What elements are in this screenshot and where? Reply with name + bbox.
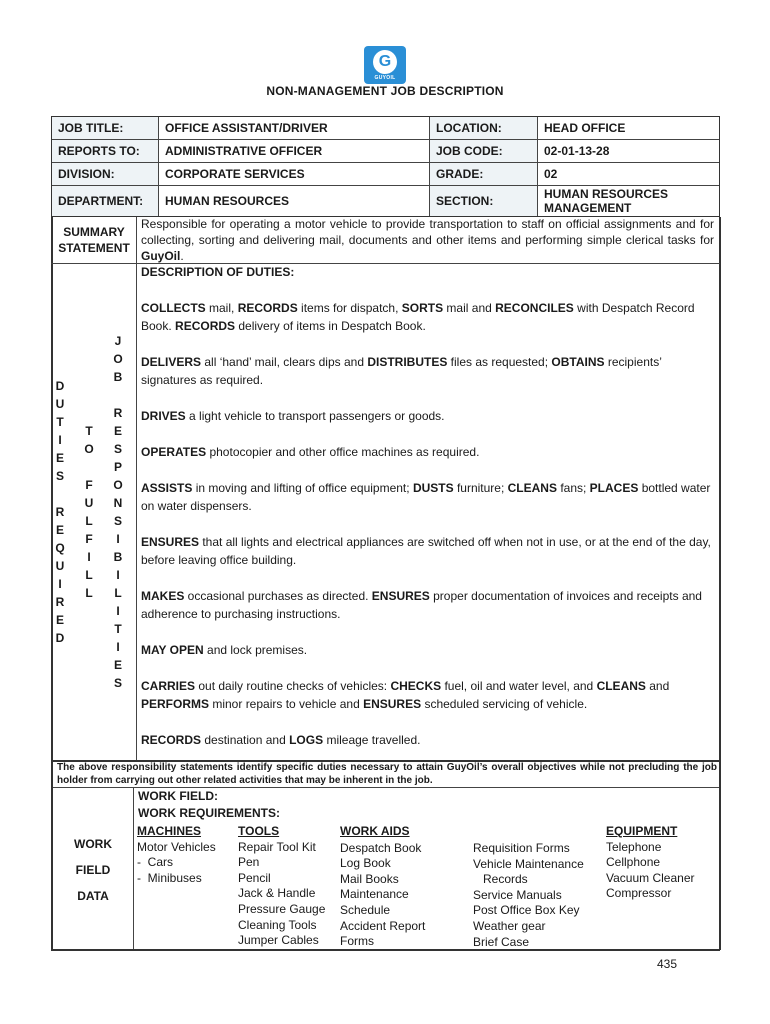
duty-text: mail and	[443, 301, 496, 315]
duty-text: in moving and lifting of office equipment;	[192, 481, 413, 495]
reports-to-value: ADMINISTRATIVE OFFICER	[159, 140, 430, 163]
work-field-heading: WORK FIELD:	[138, 789, 218, 803]
summary-label-2: STATEMENT	[58, 241, 130, 255]
duty-verb: RECORDS	[141, 733, 202, 747]
division-label: DIVISION:	[52, 163, 159, 186]
department-value: HUMAN RESOURCES	[159, 186, 430, 216]
duty-verb: MAKES	[141, 589, 185, 603]
list-item: Motor Vehicles	[137, 839, 216, 854]
list-item: Jumper Cables	[238, 933, 319, 948]
duty-verb: MAY OPEN	[141, 643, 204, 657]
duty-verb: PERFORMS	[141, 697, 210, 711]
duty-text: that all lights and electrical appliances are switched off when not in use, or at the end of the day, before leaving office building.	[141, 535, 711, 567]
list-item: Compressor	[606, 886, 672, 901]
duty-verb: DISTRIBUTES	[367, 355, 448, 369]
duty-verb: CHECKS	[390, 679, 442, 693]
section-label: SECTION:	[430, 186, 538, 216]
summary-label-1: SUMMARY	[63, 225, 125, 239]
duty-text: and lock premises.	[203, 643, 308, 657]
logo-brand: GUYOIL	[374, 74, 396, 81]
duty-text: files as requested;	[447, 355, 552, 369]
duty-text: furniture;	[453, 481, 508, 495]
grade-value: 02	[538, 163, 719, 186]
duty-verb: ENSURES	[363, 697, 422, 711]
duty-item	[141, 479, 716, 515]
duty-text: recipients’ signatures as required.	[141, 355, 662, 387]
job-title-value: OFFICE ASSISTANT/DRIVER	[159, 117, 430, 140]
duty-verb: CLEANS	[507, 481, 557, 495]
summary-text: Responsible for operating a motor vehicle to provide transportation to staff on official assignments and for collecting, sorting and delivering mail, documents and other items and performing simple clerical tasks for	[141, 217, 714, 247]
wf-frame-right	[719, 760, 721, 950]
duty-verb: ENSURES	[371, 589, 430, 603]
duty-text: scheduled servicing of vehicle.	[421, 697, 588, 711]
duty-verb: OPERATES	[141, 445, 207, 459]
reports-to-label: REPORTS TO:	[52, 140, 159, 163]
duty-text: mail,	[205, 301, 238, 315]
responsibility-note: The above responsibility statements identify specific duties necessary to attain GuyOil’s overall objectives while not precluding the job holder from carrying out other related activities that may be inherent in the job.	[57, 762, 717, 786]
duty-item	[141, 353, 716, 389]
tools-heading: TOOLS	[238, 824, 280, 838]
list-item: - Minibuses	[137, 870, 202, 885]
duty-verb: COLLECTS	[141, 301, 206, 315]
duty-item	[141, 299, 716, 335]
duty-text: proper documentation of invoices and receipts and adherence to purchasing instructions.	[141, 589, 702, 621]
duty-verb: OBTAINS	[551, 355, 605, 369]
list-item: Repair Tool Kit	[238, 839, 316, 854]
duty-verb: RECONCILES	[495, 301, 574, 315]
duty-text: and	[645, 679, 670, 693]
vertical-to-fulfill: T O F U L F I L L	[84, 424, 94, 600]
duty-verb: DELIVERS	[141, 355, 202, 369]
frame-right	[719, 217, 721, 760]
duty-text: delivery of items in Despatch Book.	[235, 319, 426, 333]
logo-mark: G	[373, 50, 397, 74]
column-divider	[136, 217, 137, 760]
duty-text: a light vehicle to transport passengers or goods.	[185, 409, 445, 423]
duty-text: destination and	[201, 733, 290, 747]
job-info-table	[51, 116, 720, 217]
list-item: Telephone	[606, 839, 662, 854]
list-item: Vehicle Maintenance	[473, 856, 584, 871]
list-item: Requisition Forms	[473, 841, 570, 855]
duty-text: items for dispatch,	[297, 301, 402, 315]
duty-text: fuel, oil and water level, and	[441, 679, 597, 693]
summary-end: .	[180, 249, 184, 263]
equipment-heading: EQUIPMENT	[606, 824, 678, 838]
work-aids-column	[340, 824, 425, 950]
duty-verb: CLEANS	[596, 679, 646, 693]
list-item: Post Office Box Key	[473, 903, 580, 918]
list-item: Pencil	[238, 870, 271, 885]
wf-label-1: WORK	[74, 837, 112, 851]
duty-text: mileage travelled.	[323, 733, 421, 747]
list-item: Accident Report	[340, 918, 426, 933]
duty-verb: PLACES	[589, 481, 639, 495]
equipment-list	[606, 840, 695, 902]
duty-text: out daily routine checks of vehicles:	[195, 679, 391, 693]
duty-item	[141, 587, 716, 623]
work-aids-heading: WORK AIDS	[340, 824, 410, 838]
duties-heading: DESCRIPTION OF DUTIES:	[141, 265, 295, 279]
machines-list	[137, 840, 216, 887]
duty-verb: RECORDS	[175, 319, 236, 333]
duty-text: bottled water on water dispensers.	[141, 481, 711, 513]
list-item: Pressure Gauge	[238, 901, 326, 916]
note-divider	[51, 787, 720, 788]
duty-item	[141, 533, 716, 569]
equipment-column	[606, 824, 695, 902]
summary-label	[51, 217, 136, 263]
list-item: Mail Books	[340, 871, 399, 886]
location-label: LOCATION:	[430, 117, 538, 140]
duty-verb: RECORDS	[237, 301, 298, 315]
work-field-data-label	[60, 831, 126, 909]
work-aids-list-1	[340, 841, 425, 950]
duty-text: fans;	[556, 481, 590, 495]
list-item: Jack & Handle	[238, 886, 316, 901]
list-item: Brief Case	[473, 934, 530, 949]
machines-column	[137, 824, 216, 886]
summary-statement	[141, 216, 714, 264]
duty-text: all ‘hand’ mail, clears dips and	[201, 355, 368, 369]
list-item: Forms	[340, 934, 374, 949]
division-value: CORPORATE SERVICES	[159, 163, 430, 186]
work-requirements-heading: WORK REQUIREMENTS:	[138, 806, 280, 820]
duty-verb: DUSTS	[412, 481, 454, 495]
work-aids-column-2	[473, 841, 584, 950]
list-item: Despatch Book	[340, 840, 422, 855]
list-item: Weather gear	[473, 918, 546, 933]
duty-item	[141, 641, 716, 659]
list-item: Cellphone	[606, 855, 661, 870]
duty-text: minor repairs to vehicle and	[209, 697, 364, 711]
list-item: Service Manuals	[473, 887, 562, 902]
list-item: Maintenance	[340, 887, 409, 902]
job-code-value: 02-01-13-28	[538, 140, 719, 163]
duty-item	[141, 443, 716, 461]
section-value	[538, 186, 719, 216]
document-title: NON-MANAGEMENT JOB DESCRIPTION	[266, 84, 504, 98]
duty-verb: ENSURES	[141, 535, 200, 549]
list-item: Records	[473, 872, 528, 887]
work-aids-list-2	[473, 841, 584, 950]
machines-heading: MACHINES	[137, 824, 202, 838]
list-item: Log Book	[340, 856, 391, 871]
grade-label: GRADE:	[430, 163, 538, 186]
page-number: 435	[657, 957, 678, 971]
list-item: - Cars	[137, 855, 173, 870]
list-item: Schedule	[340, 902, 391, 917]
location-value: HEAD OFFICE	[538, 117, 719, 140]
duty-item	[141, 731, 716, 749]
list-item: Cleaning Tools	[238, 917, 317, 932]
wf-label-2: FIELD	[75, 863, 111, 877]
section-line-2: MANAGEMENT	[544, 201, 632, 215]
duty-verb: LOGS	[289, 733, 324, 747]
list-item: Vacuum Cleaner	[606, 870, 695, 885]
guyoil-logo	[364, 46, 406, 84]
duty-verb: ASSISTS	[141, 481, 193, 495]
duty-verb: CARRIES	[141, 679, 196, 693]
company-name: GuyOil	[141, 249, 181, 263]
duty-text: occasional purchases as directed.	[184, 589, 372, 603]
vertical-duties-required: D U T I E S R E Q U I R E D	[55, 379, 65, 645]
duty-text: with Despatch Record Book.	[141, 301, 695, 333]
duty-item	[141, 677, 716, 713]
job-code-label: JOB CODE:	[430, 140, 538, 163]
department-label: DEPARTMENT:	[52, 186, 159, 216]
vertical-job-responsibilities: J O B R E S P O N S I B I L I T I E S	[113, 334, 123, 690]
list-item: Pen	[238, 855, 260, 870]
wf-label-3: DATA	[77, 889, 109, 903]
wf-frame-left	[51, 760, 53, 950]
section-line-1: HUMAN RESOURCES	[544, 187, 669, 201]
job-title-label: JOB TITLE:	[52, 117, 159, 140]
wf-divider	[133, 787, 134, 950]
duty-text: photocopier and other office machines as required.	[206, 445, 480, 459]
duty-verb: SORTS	[401, 301, 444, 315]
tools-column	[238, 824, 325, 949]
tools-list	[238, 840, 325, 949]
duty-verb: DRIVES	[141, 409, 186, 423]
duty-item	[141, 407, 716, 425]
